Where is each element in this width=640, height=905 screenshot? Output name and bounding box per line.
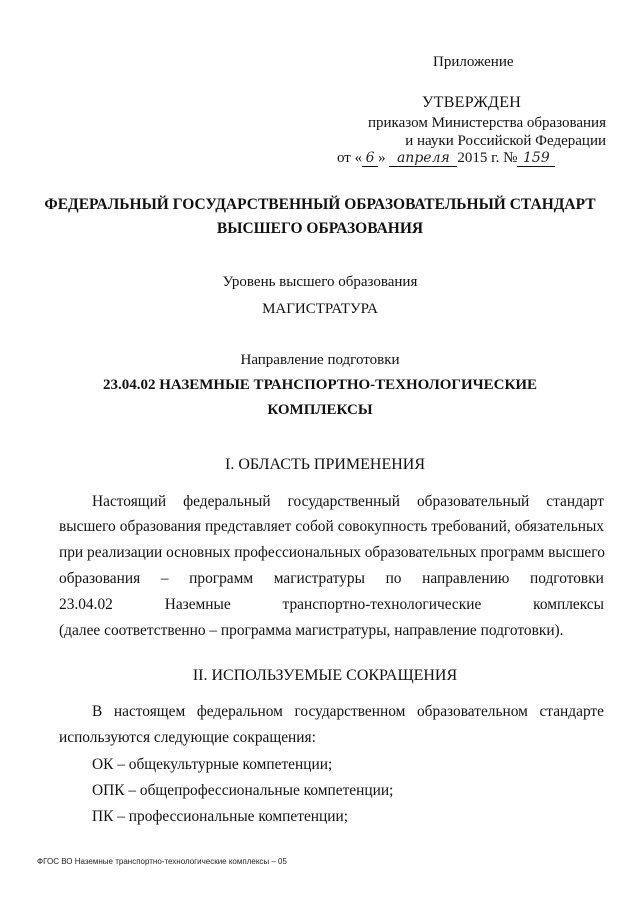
scope-paragraph-line: (далее соответственно – программа магистратуры, направление подготовки). xyxy=(59,622,564,639)
standard-title-line1: ФЕДЕРАЛЬНЫЙ ГОСУДАРСТВЕННЫЙ ОБРАЗОВАТЕЛЬНЫЙ СТАНДАРТ xyxy=(44,196,596,213)
word: направлению xyxy=(422,570,510,587)
date-prefix: от « xyxy=(337,150,363,166)
word: образования xyxy=(59,570,141,587)
direction-value-line2: КОМПЛЕКСЫ xyxy=(267,402,373,418)
scope-paragraph-line xyxy=(59,570,604,588)
word: магистратуры xyxy=(273,570,365,587)
page-footer: ФГОС ВО Наземные транспортно-технологические комплексы – 05 xyxy=(37,857,287,866)
abbreviations-intro-line: используются следующие сокращения: xyxy=(59,729,316,746)
word: 23.04.02 xyxy=(59,596,113,613)
order-date-line xyxy=(337,150,555,167)
word: комплексы xyxy=(533,596,604,613)
word: транспортно-технологические xyxy=(282,596,482,613)
date-year: 2015 г. № xyxy=(457,150,518,166)
education-level-label: Уровень высшего образования xyxy=(222,274,418,290)
word: – xyxy=(160,570,169,587)
abbreviation-item: ОК – общекультурные компетенции; xyxy=(92,756,333,773)
section-heading-scope: I. ОБЛАСТЬ ПРИМЕНЕНИЯ xyxy=(224,456,426,473)
appendix-label: Приложение xyxy=(433,54,514,70)
word: программ xyxy=(189,570,254,587)
order-line-ministry: приказом Министерства образования xyxy=(368,115,606,131)
standard-title-line2: ВЫСШЕГО ОБРАЗОВАНИЯ xyxy=(216,220,424,237)
scope-paragraph-line xyxy=(59,596,604,614)
word: по xyxy=(385,570,402,587)
scope-paragraph-line: высшего образования представляет собой совокупность требований, обязательных xyxy=(59,518,604,535)
word: Наземные xyxy=(164,596,231,613)
abbreviation-item: ПК – профессиональные компетенции; xyxy=(92,808,349,825)
scope-paragraph-line: при реализации основных профессиональных образовательных программ высшего xyxy=(59,544,605,561)
scope-paragraph-line: Настоящий федеральный государственный образовательный стандарт xyxy=(92,493,604,510)
abbreviations-intro-line: В настоящем федеральном государственном образовательном стандарте xyxy=(92,703,604,720)
word: подготовки xyxy=(529,570,604,587)
approved-label: УТВЕРЖДЕН xyxy=(422,94,522,111)
education-level-value: МАГИСТРАТУРА xyxy=(262,301,378,317)
direction-label: Направление подготовки xyxy=(240,352,400,368)
handwritten-order-number: 159 xyxy=(517,151,555,167)
direction-value-line1: 23.04.02 НАЗЕМНЫЕ ТРАНСПОРТНО-ТЕХНОЛОГИЧЕСКИЕ xyxy=(102,377,538,393)
abbreviation-item: ОПК – общепрофессиональные компетенции; xyxy=(92,782,394,799)
order-line-federation: и науки Российской Федерации xyxy=(405,133,606,149)
date-mid: » xyxy=(378,150,386,166)
handwritten-day: 6 xyxy=(362,151,378,167)
section-heading-abbreviations: II. ИСПОЛЬЗУЕМЫЕ СОКРАЩЕНИЯ xyxy=(192,667,458,684)
handwritten-month: апреля xyxy=(389,151,457,167)
